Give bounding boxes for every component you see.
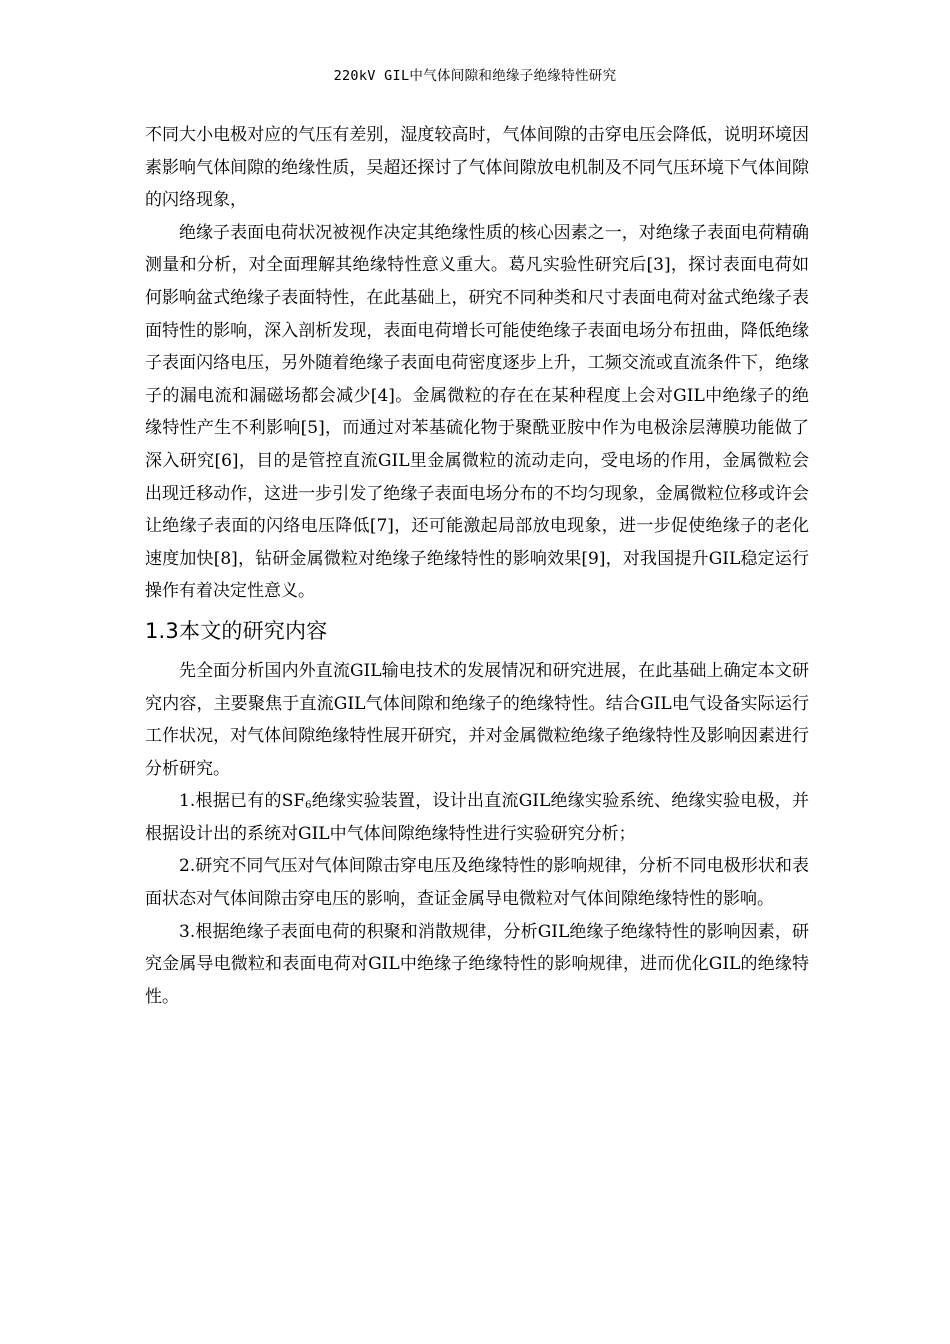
- sf6-subscript: 6: [305, 800, 312, 812]
- paragraph-surface-charge: 绝缘子表面电荷状况被视作决定其绝缘性质的核心因素之一，对绝缘子表面电荷精确测量和分析，对全面理解其绝缘特性意义重大。葛凡实验性研究后[3]，探讨表面电荷如何影响盆式绝缘子表面特性，在此基础上，研究不同种类和尺寸表面电荷对盆式绝缘子表面特性的影响，深入剖析发现，表面电荷增长可能使绝缘子表面电场分布扭曲，降低绝缘子表面闪络电压，另外随着绝缘子表面电荷密度逐步上升，工频交流或直流条件下，绝缘子的漏电流和漏磁场都会减少[4]。金属微粒的存在在某种程度上会对GIL中绝缘子的绝缘特性产生不利影响[5]，而通过对苯基硫化物于聚酰亚胺中作为电极涂层薄膜功能做了深入研究[6]，目的是管控直流GIL里金属微粒的流动走向，受电场的作用，金属微粒会出现迁移动作，这进一步引发了绝缘子表面电场分布的不均匀现象，金属微粒位移或许会让绝缘子表面的闪络电压降低[7]，还可能激起局部放电现象，进一步促使绝缘子的老化速度加快[8]，钻研金属微粒对绝缘子绝缘特性的影响效果[9]，对我国提升GIL稳定运行操作有着决定性意义。: [145, 222, 809, 602]
- running-header: 220kV GIL中气体间隙和绝缘子绝缘特性研究: [333, 68, 617, 84]
- paragraph-item-1: [145, 785, 809, 850]
- paragraph-item-2: 2.研究不同气压对气体间隙击穿电压及绝缘特性的影响规律，分析不同电极形状和表面状态对气体间隙击穿电压的影响，查证金属导电微粒对气体间隙绝缘特性的影响。: [145, 856, 809, 910]
- item-1-text-end: 绝缘实验装置，设计出直流GIL绝缘实验系统、绝缘实验电极，并根据设计出的系统对GIL中气体间隙绝缘特性进行实验研究分析；: [145, 791, 809, 844]
- paragraph-item-3: 3.根据绝缘子表面电荷的积聚和消散规律，分析GIL绝缘子绝缘特性的影响因素，研究金属导电微粒和表面电荷对GIL中绝缘子绝缘特性的影响规律，进而优化GIL的绝缘特性。: [145, 921, 809, 1007]
- item-1-text-start: 1.根据已有的SF: [179, 791, 306, 812]
- paragraph-research-overview: 先全面分析国内外直流GIL输电技术的发展情况和研究进展，在此基础上确定本文研究内容，主要聚焦于直流GIL气体间隙和绝缘子的绝缘特性。结合GIL电气设备实际运行工作状况，对气体间隙绝缘特性展开研究，并对金属微粒绝缘子绝缘特性及影响因素进行分析研究。: [145, 660, 809, 779]
- section-heading: 1.3本文的研究内容: [145, 618, 328, 643]
- paragraph-gas-gap-continuation: 不同大小电极对应的气压有差别，湿度较高时，气体间隙的击穿电压会降低，说明环境因素影响气体间隙的绝缘性质，吴超还探讨了气体间隙放电机制及不同气压环境下气体间隙的闪络现象，: [145, 125, 809, 211]
- body-content: [145, 119, 809, 1013]
